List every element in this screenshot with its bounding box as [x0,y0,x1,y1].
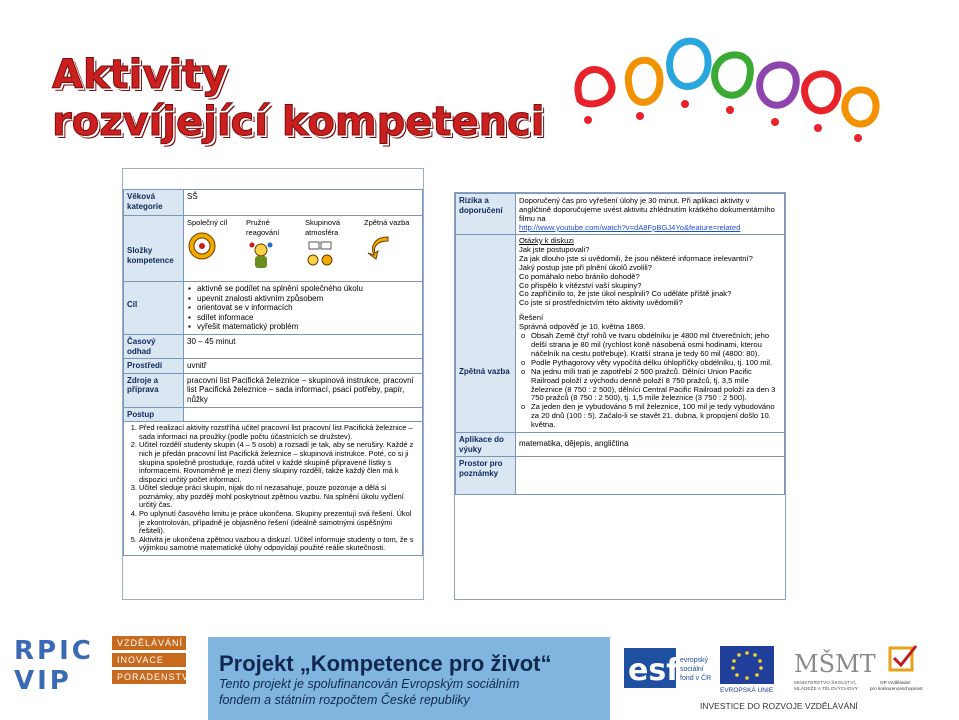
aim-zpetna [364,218,419,273]
value-aplikace: matematika, dějepis, angličtina [516,433,785,457]
projekt-line-3: fondem a státním rozpočtem České republiky [219,693,470,707]
eu-flag-icon [720,646,774,684]
list-item: 3. Učitel sleduje práci skupin, nijak do ní nezasahuje, pouze pozoruje a dělá si poznámky, aby později mohl poskytnout zpětnou vazbu. Na splnění úkolu vyčlení určitý čas. [139,484,419,510]
list-item: 5. Aktivita je ukončena zpětnou vazbou a diskuzí. Učitel informuje studenty o tom, že s výjimkou samotné matematické úlohy odpovídají použité reálie skutečnosti. [139,536,419,553]
label-prostredi: Prostředí [124,359,184,374]
list-item: ▪ vyřešit matematický problém [197,322,419,332]
label-postup: Postup [124,407,184,422]
list-item: 1. Před realizací aktivity rozstříhá učitel pracovní list pracovní list Pacifická železnice – sada informací na proužky (podle počtu účastnících se družstev). [139,424,419,441]
reseni-item: o Na jednu míli trati je zapotřebí 2 500 pražců. Dělníci Union Pacific Railroad položí z východu denně položí 8 750 pražců, tj. 3,5 míle železnice (8 750 : 2 500), dělníci Central Pacific Railroad položí za den 3 750 pražců (8 750 : 2 500), tj. 1,5 míle železnice (3 750 : 2 500). [531,368,781,404]
activity-table-right [454,192,786,600]
aim-skupinova [305,218,360,273]
svg-text:MLÁDEŽE A TĚLOVÝCHOVY: MLÁDEŽE A TĚLOVÝCHOVY [794,687,858,692]
youtube-link[interactable]: http://www.youtube.com/watch?v=dA8FpBGJ4Yo&feature=related [519,223,741,232]
otazka: Jaký postup jste při plnění úkolů zvolili? [519,262,652,272]
reseni-title: Řešení [519,313,544,323]
msmt-logo [794,649,876,692]
label-prostor: Prostor pro poznámky [456,457,516,495]
activity-grid-left [123,189,423,556]
projekt-line-2: Tento projekt je spolufinancován Evropským sociálním [219,677,520,691]
otazka: Co přispělo k vítězství vaší skupiny? [519,280,642,290]
rpic-tags [112,636,193,687]
value-prostredi: uvnitř [184,359,423,374]
aim-label: Pružné reagování [246,218,280,237]
value-zdroje: pracovní list Pacifická železnice – skupinová instrukce, pracovní list Pacifická železnice – sada informací, psací potřeby, papír, nůžky [184,373,423,407]
op-logo [870,646,923,691]
list-item: ▪ sdílet informace [197,313,419,323]
svg-text:EVROPSKÁ UNIE: EVROPSKÁ UNIE [720,687,774,694]
zpetna-cell [516,235,785,433]
list-item: ▪ aktivně se podílet na splnění společného úkolu [197,284,419,294]
eu-caption: INVESTICE DO ROZVOJE VZDĚLÁVÁNÍ [700,701,858,711]
svg-text:pro konkurenceschopnost: pro konkurenceschopnost [870,686,923,691]
cil-list [187,284,419,332]
otazka: Co zapříčinilo to, že jste úkol nesplnili? Co uděláte příště jinak? [519,289,732,299]
title-line-2: rozvíjející kompetenci [52,99,545,145]
title-line-1: Aktivity [52,52,228,98]
aim-label: Společný cíl [187,218,228,227]
cil-cell [184,282,423,335]
svg-text:OP Vzdělávání: OP Vzdělávání [880,680,911,685]
esf-label: evropský [680,657,709,664]
label-aplikace: Aplikace do výuky [456,433,516,457]
juggler-icon [246,240,276,270]
aim-pruzne [246,218,301,273]
label-zdroje: Zdroje a příprava [124,373,184,407]
svg-text:sociální: sociální [680,666,704,673]
rizika-cell [516,194,785,235]
esf-logo [624,648,680,688]
list-item: ▪ upevnit znalosti aktivním způsobem [197,294,419,304]
target-icon [187,231,217,261]
aim-label: Skupinová atmosféra [305,218,341,237]
feedback-arrow-icon [364,231,394,261]
otazka: Jak jste postupovali? [519,244,590,254]
aims-cell [184,216,423,282]
otazka: Za jak dlouho jste si uvědomili, že jsou některé informace irelevantní? [519,253,753,263]
tag-inovace: INOVACE [112,653,186,667]
otazka: Co pomáhalo nebo bránilo dohodě? [519,271,640,281]
reseni-item: o Podle Pythagorovy věty vypočítá délku úhlopříčky obdélníku, tj. 100 mil. [531,359,781,368]
label-zpetna [456,235,516,433]
list-item: 4. Po uplynutí časového limitu je práce ukončena. Skupiny prezentují svá řešení. Úkol je zkontrolován, případně je objasněno řešení (ideálně samotnými úspěšnými řešiteli). [139,510,419,536]
activity-table-left [122,168,424,600]
label-cas: Časový odhad [124,334,184,358]
activity-grid-right [455,193,785,495]
svg-text:fond v ČR: fond v ČR [680,675,712,682]
postup-spacer [184,407,423,422]
label-cil-text: Cíl [127,300,138,309]
aim-spolecny-cil [187,218,242,273]
postup-cell [124,422,423,556]
reseni-intro: Správná odpověď je 10. května 1869. [519,322,646,332]
value-prostor [516,457,785,495]
rpic-logo [14,636,104,696]
rpic-line-2: VIP [14,666,72,696]
tag-vzdelavani: VZDĚLÁVÁNÍ [112,636,186,650]
svg-text:esf: esf [628,653,680,688]
aims-row [187,218,419,273]
rpic-line-1: RPIC [14,636,94,666]
aim-label: Zpětná vazba [364,218,410,227]
projekt-title: Projekt „Kompetence pro život“ [219,651,552,676]
projekt-banner [208,637,610,720]
otazky-title: Otázky k diskuzi [519,236,574,245]
list-item: ▪ orientovat se v informacích [197,303,419,313]
label-slozky [124,216,184,282]
label-vekova: Věková kategorie [124,190,184,216]
label-cil [124,282,184,335]
postup-list [127,424,419,553]
list-item: 2. Učitel rozdělí studenty skupin (4 – 5 osob) a rozsadí je tak, aby se neruširy. Každé z nich je předán pracovní list Pacifická železnice – skupinová instrukce. Poté, co si ji skupina společně prostuduje, rozdá učitel v každé skupině připravené lístky s informacemi. Rovnoměrně je mezi členy skupiny rozdělí, takže každý člen má k dispozici určitý počet informací. [139,441,419,484]
page-title [52,52,544,146]
group-icon [305,240,335,270]
value-vekova: SŠ [184,190,423,216]
label-rizika: Rizika a doporučení [456,194,516,235]
eu-logos [622,640,952,696]
tag-poradenstvi: PORADENSTVÍ [112,670,186,684]
reseni-item: o Obsah Země čtyř rohů ve tvaru obdélníku je 4800 mil čtverečních; jeho delší strana je 80 mil (rychlost koně násobená osmi hodinami, kterou náčelník na cestu potřebuje). Kratší strana je tedy 60 mil (4800: 80). [531,332,781,359]
reseni-item: o Za jeden den je vybudováno 5 mil železnice, 100 mil je tedy vybudováno za 20 dnů (100 : 5). Začalo-li se stavět 21. dubna, k propojení došlo 10. května. [531,403,781,430]
label-slozky-text: Složky kompetence [127,246,174,265]
rizika-text: Doporučený čas pro vyřešení úlohy je 30 minut. Při aplikaci aktivity v angličtině doporučujeme uvést aktivitu zhlédnutím krátkého dokumentárního filmu na [519,196,775,223]
heads-logo [560,30,890,150]
svg-text:MINISTERSTVO ŠKOLSTVÍ,: MINISTERSTVO ŠKOLSTVÍ, [794,681,857,686]
label-zpetna-text: Zpětná vazba [459,367,510,376]
value-cas: 30 – 45 minut [184,334,423,358]
otazka: Co jste si prostřednictvím této aktivity uvědomili? [519,298,683,308]
svg-text:MŠMT: MŠMT [794,650,876,678]
